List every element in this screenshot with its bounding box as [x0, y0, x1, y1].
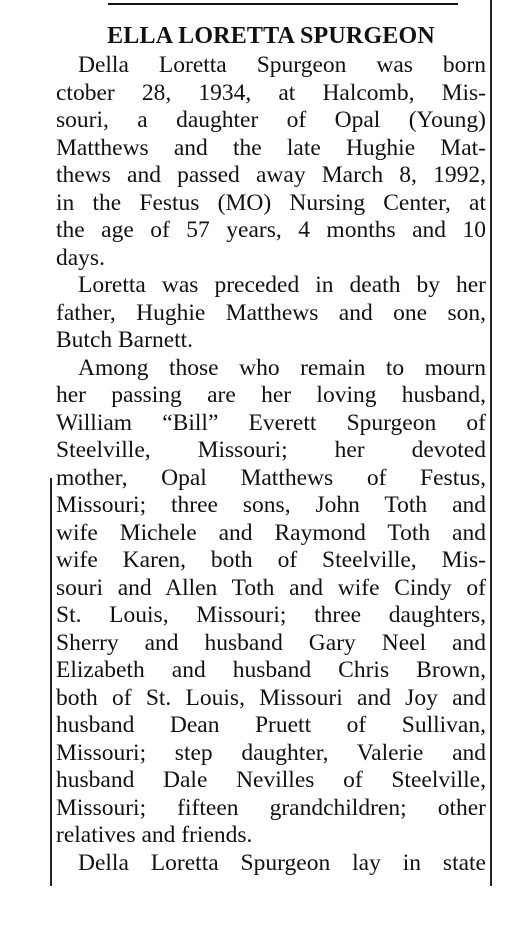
obituary-headline: ELLA LORETTA SPURGEON — [107, 23, 435, 49]
text-line: Missouri; three sons, John Toth and — [56, 492, 486, 518]
text-line: days. — [56, 244, 105, 271]
text-line: Missouri; fifteen grandchildren; other — [56, 794, 486, 821]
text-line: her passing are her loving husband, — [56, 382, 486, 408]
text-line: wife Michele and Raymond Toth and — [56, 519, 486, 546]
text-line: Elizabeth and husband Chris Brown, — [56, 657, 486, 683]
text-line: husband Dale Nevilles of Steelville, — [56, 767, 486, 793]
paragraph-survivors — [56, 355, 486, 850]
left-column-rule — [50, 478, 52, 886]
text-line: ctober 28, 1934, at Halcomb, Mis- — [56, 79, 486, 106]
text-line: relatives and friends. — [56, 822, 253, 848]
right-column-rule — [490, 0, 492, 886]
text-line: souri, a daughter of Opal (Young) — [56, 107, 486, 133]
text-line: Steelville, Missouri; her devoted — [56, 437, 486, 463]
text-line: both of St. Louis, Missouri and Joy and — [56, 684, 486, 711]
text-line: souri and Allen Toth and wife Cindy of — [56, 574, 486, 601]
text-line: thews and passed away March 8, 1992, — [56, 162, 486, 188]
text-line: William “Bill” Everett Spurgeon of — [56, 409, 486, 436]
paragraph-lay-in-state — [56, 850, 486, 878]
text-line: husband Dean Pruett of Sullivan, — [56, 712, 486, 738]
top-rule — [108, 3, 458, 5]
text-line: wife Karen, both of Steelville, Mis- — [56, 547, 486, 573]
text-line: Della Loretta Spurgeon lay in state — [78, 849, 486, 876]
text-line: Loretta was preceded in death by her — [78, 272, 486, 298]
text-line: Among those who remain to mourn — [78, 354, 486, 381]
text-line: Della Loretta Spurgeon was born — [78, 52, 486, 78]
text-line: mother, Opal Matthews of Festus, — [56, 464, 486, 491]
paragraph-preceded-in-death — [56, 272, 486, 355]
text-line: Sherry and husband Gary Neel and — [56, 629, 486, 656]
text-line: Missouri; step daughter, Valerie and — [56, 739, 486, 766]
paragraph-birth-and-death — [56, 52, 486, 272]
text-line: Butch Barnett. — [56, 327, 194, 353]
text-line: Matthews and the late Hughie Mat- — [56, 134, 486, 161]
obituary-article — [56, 22, 486, 877]
text-line: the age of 57 years, 4 months and 10 — [56, 217, 486, 243]
text-line: father, Hughie Matthews and one son, — [56, 299, 486, 326]
text-line: St. Louis, Missouri; three daughters, — [56, 602, 486, 628]
text-line: in the Festus (MO) Nursing Center, at — [56, 189, 486, 216]
